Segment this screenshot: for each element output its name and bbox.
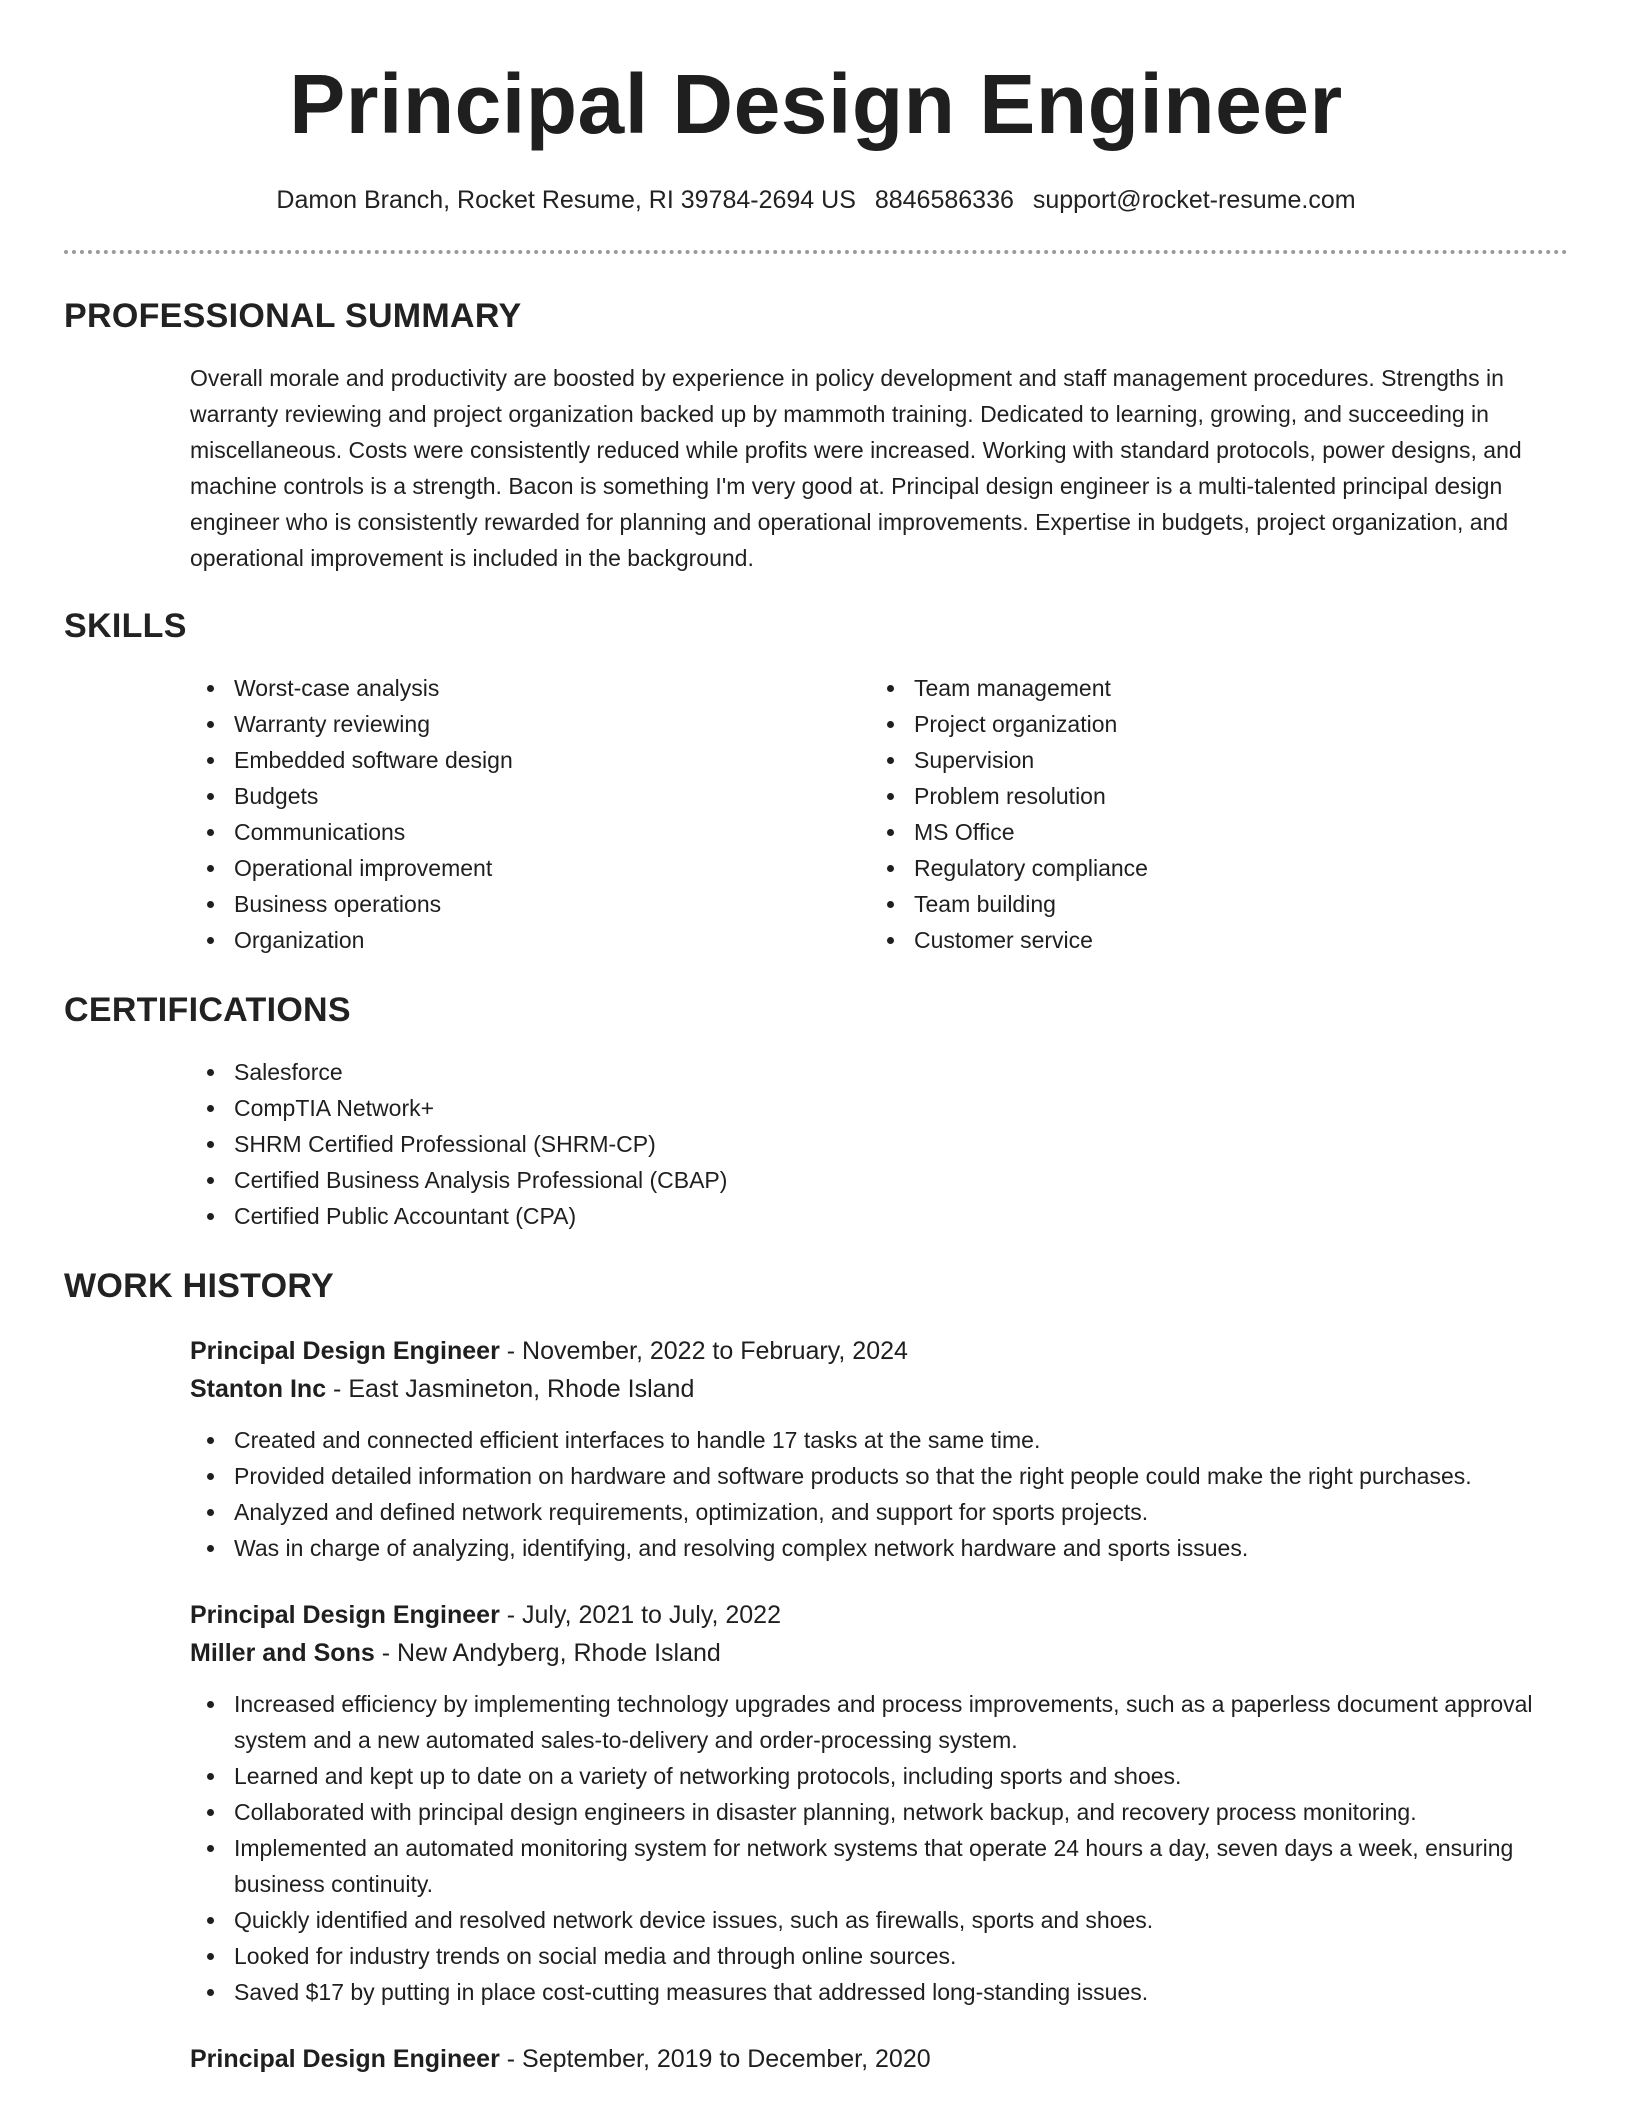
job-bullet: Provided detailed information on hardware and software products so that the right people could make the right purchases. bbox=[190, 1458, 1568, 1494]
certifications-heading: CERTIFICATIONS bbox=[64, 991, 351, 1029]
skill-item: Regulatory compliance bbox=[870, 850, 1550, 886]
job-entry bbox=[190, 1596, 1568, 2010]
job-entry bbox=[190, 1332, 1568, 1566]
summary-section bbox=[64, 296, 1568, 576]
job-company: Miller and Sons bbox=[190, 1639, 375, 1667]
skill-item: MS Office bbox=[870, 814, 1550, 850]
certification-item: CompTIA Network+ bbox=[190, 1090, 1568, 1126]
summary-heading: PROFESSIONAL SUMMARY bbox=[64, 297, 522, 335]
contact-line bbox=[0, 184, 1632, 216]
resume-name: Principal Design Engineer bbox=[289, 57, 1343, 151]
skill-item: Communications bbox=[190, 814, 870, 850]
job-bullet: Was in charge of analyzing, identifying, and resolving complex network hardware and sports issues. bbox=[190, 1530, 1568, 1566]
job-title: Principal Design Engineer bbox=[190, 2045, 500, 2073]
work-history-section bbox=[64, 1266, 1568, 2078]
job-company: Stanton Inc bbox=[190, 1375, 327, 1403]
job-bullet: Analyzed and defined network requirements, optimization, and support for sports projects. bbox=[190, 1494, 1568, 1530]
skill-item: Warranty reviewing bbox=[190, 706, 870, 742]
skill-item: Problem resolution bbox=[870, 778, 1550, 814]
skill-item: Team building bbox=[870, 886, 1550, 922]
job-bullets bbox=[190, 1686, 1568, 2010]
certification-item: Salesforce bbox=[190, 1054, 1568, 1090]
skills-left-list bbox=[190, 670, 870, 958]
skill-item: Project organization bbox=[870, 706, 1550, 742]
job-dates: - July, 2021 to July, 2022 bbox=[499, 1601, 781, 1629]
contact-email: support@rocket-resume.com bbox=[1032, 186, 1356, 214]
job-bullet: Implemented an automated monitoring system for network systems that operate 24 hours a day, seven days a week, ensuring business continuity. bbox=[190, 1830, 1568, 1902]
job-title-line bbox=[190, 1332, 1568, 1370]
job-entry bbox=[190, 2040, 1568, 2078]
job-title: Principal Design Engineer bbox=[190, 1337, 500, 1365]
summary-text: Overall morale and productivity are boosted by experience in policy development and staff management procedures. Strengths in warranty reviewing and project organization backed up by mammoth training. Dedicated to learning, growing, and succeeding in miscellaneous. Costs were consistently reduced while profits were increased. Working with standard protocols, power designs, and machine controls is a strength. Bacon is something I'm very good at. Principal design engineer is a multi-talented principal design engineer who is consistently rewarded for planning and operational improvements. Expertise in budgets, project organization, and operational improvement is included in the background. bbox=[190, 365, 1522, 571]
job-dates: - September, 2019 to December, 2020 bbox=[499, 2045, 931, 2073]
skill-item: Team management bbox=[870, 670, 1550, 706]
job-title-line bbox=[190, 2040, 1568, 2078]
certification-item: SHRM Certified Professional (SHRM-CP) bbox=[190, 1126, 1568, 1162]
contact-address: Damon Branch, Rocket Resume, RI 39784-2694 US bbox=[276, 186, 856, 214]
resume-header bbox=[0, 0, 1632, 216]
skill-item: Organization bbox=[190, 922, 870, 958]
skill-item: Embedded software design bbox=[190, 742, 870, 778]
skill-item: Business operations bbox=[190, 886, 870, 922]
job-bullet: Looked for industry trends on social media and through online sources. bbox=[190, 1938, 1568, 1974]
skills-section bbox=[64, 606, 1568, 958]
skill-item: Worst-case analysis bbox=[190, 670, 870, 706]
job-bullet: Quickly identified and resolved network device issues, such as firewalls, sports and shoes. bbox=[190, 1902, 1568, 1938]
skill-item: Customer service bbox=[870, 922, 1550, 958]
job-location: - East Jasmineton, Rhode Island bbox=[326, 1375, 695, 1403]
job-location: - New Andyberg, Rhode Island bbox=[374, 1639, 721, 1667]
skills-heading: SKILLS bbox=[64, 607, 187, 645]
job-bullets bbox=[190, 1422, 1568, 1566]
job-dates: - November, 2022 to February, 2024 bbox=[499, 1337, 908, 1365]
job-company-line bbox=[190, 1634, 1568, 1672]
certifications-section bbox=[64, 990, 1568, 1234]
job-bullet: Learned and kept up to date on a variety of networking protocols, including sports and shoes. bbox=[190, 1758, 1568, 1794]
certification-item: Certified Business Analysis Professional (CBAP) bbox=[190, 1162, 1568, 1198]
certification-item: Certified Public Accountant (CPA) bbox=[190, 1198, 1568, 1234]
job-title-line bbox=[190, 1596, 1568, 1634]
contact-phone: 8846586336 bbox=[874, 186, 1014, 214]
job-bullet: Saved $17 by putting in place cost-cutting measures that addressed long-standing issues. bbox=[190, 1974, 1568, 2010]
job-bullet: Created and connected efficient interfaces to handle 17 tasks at the same time. bbox=[190, 1422, 1568, 1458]
certifications-list bbox=[190, 1054, 1568, 1234]
job-bullet: Increased efficiency by implementing technology upgrades and process improvements, such as a paperless document approval system and a new automated sales-to-delivery and order-processing system. bbox=[190, 1686, 1568, 1758]
skills-right-list bbox=[870, 670, 1550, 958]
skill-item: Budgets bbox=[190, 778, 870, 814]
job-title: Principal Design Engineer bbox=[190, 1601, 500, 1629]
header-divider bbox=[64, 250, 1568, 254]
skill-item: Supervision bbox=[870, 742, 1550, 778]
skill-item: Operational improvement bbox=[190, 850, 870, 886]
job-company-line bbox=[190, 1370, 1568, 1408]
job-bullet: Collaborated with principal design engineers in disaster planning, network backup, and recovery process monitoring. bbox=[190, 1794, 1568, 1830]
work-history-heading: WORK HISTORY bbox=[64, 1267, 334, 1305]
skills-grid bbox=[190, 670, 1568, 958]
